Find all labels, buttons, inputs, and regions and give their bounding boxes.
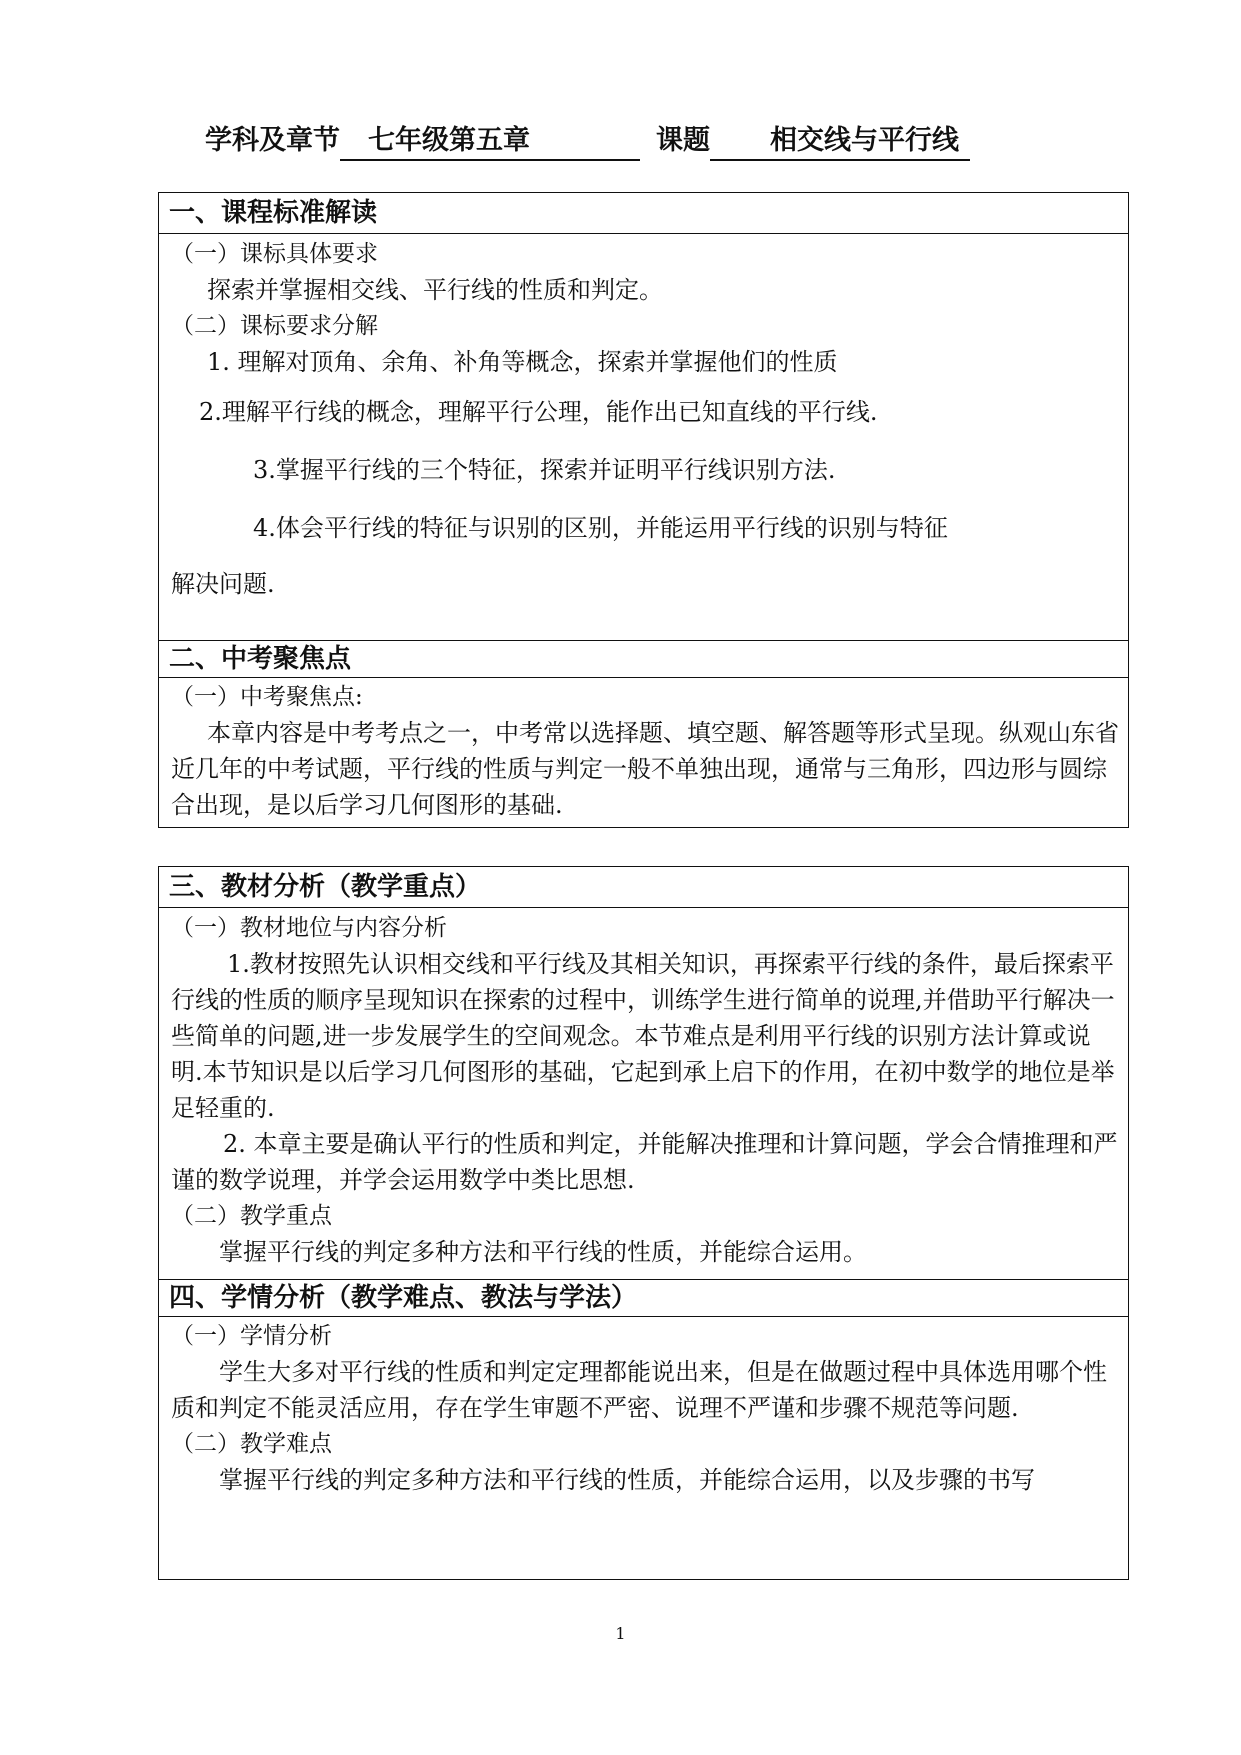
section2-title: 二、中考聚焦点 (159, 640, 1128, 678)
section4-sub1: （一）学情分析 (171, 1323, 332, 1349)
section2-sub1: （一）中考聚焦点: (171, 684, 363, 710)
section4-sub2: （二）教学难点 (171, 1431, 332, 1457)
section3-sub2: （二）教学重点 (171, 1203, 332, 1229)
section1-item2: 2.理解平行线的概念，理解平行公理，能作出已知直线的平行线. (199, 398, 878, 426)
section-table-1 (158, 192, 1129, 828)
section4-para1: 学生大多对平行线的性质和判定定理都能说出来，但是在做题过程中具体选用哪个性质和判定不能灵活应用，存在学生审题不严密、说理不严谨和步骤不规范等问题. (171, 1358, 1107, 1422)
section1-item4: 4.体会平行线的特征与识别的区别，并能运用平行线的识别与特征 (253, 514, 948, 542)
topic-value: 相交线与平行线 (710, 118, 970, 161)
section3-para2: 2. 本章主要是确认平行的性质和判定，并能解决推理和计算问题，学会合情推理和严谨的数学说理，并学会运用数学中类比思想. (171, 1130, 1118, 1194)
section1-sub1: （一）课标具体要求 (171, 241, 378, 267)
section4-para2: 掌握平行线的判定多种方法和平行线的性质，并能综合运用，以及步骤的书写 (219, 1466, 1035, 1494)
section3-para1: 1.教材按照先认识相交线和平行线及其相关知识，再探索平行线的条件，最后探索平行线的性质的顺序呈现知识在探索的过程中，训练学生进行简单的说理,并借助平行解决一些简单的问题,进一步发展学生的空间观念。本节难点是利用平行线的识别方法计算或说明.本节知识是以后学习几何图形的基础，它起到承上启下的作用，在初中数学的地位是举足轻重的. (171, 950, 1115, 1122)
section1-title: 一、课程标准解读 (159, 193, 1128, 234)
section1-item4-cont: 解决问题. (171, 570, 275, 598)
page-header (205, 118, 970, 161)
section3-sub1: （一）教材地位与内容分析 (171, 915, 447, 941)
section1-item1: 1. 理解对顶角、余角、补角等概念，探索并掌握他们的性质 (207, 348, 838, 376)
section2-para: 本章内容是中考考点之一，中考常以选择题、填空题、解答题等形式呈现。纵观山东省近几年的中考试题，平行线的性质与判定一般不单独出现，通常与三角形，四边形与圆综合出现，是以后学习几何图形的基础. (171, 719, 1119, 819)
section1-item3: 3.掌握平行线的三个特征，探索并证明平行线识别方法. (253, 456, 836, 484)
section1-sub1-text: 探索并掌握相交线、平行线的性质和判定。 (207, 276, 663, 304)
section3-para3: 掌握平行线的判定多种方法和平行线的性质，并能综合运用。 (219, 1238, 867, 1266)
subject-value: 七年级第五章 (340, 118, 640, 161)
page-number: 1 (615, 1624, 626, 1643)
section1-sub2: （二）课标要求分解 (171, 313, 378, 339)
section3-title: 三、教材分析（教学重点） (159, 867, 1128, 908)
section-table-2 (158, 866, 1129, 1580)
section4-title: 四、学情分析（教学难点、教法与学法） (159, 1279, 1128, 1317)
subject-label: 学科及章节 (205, 125, 340, 156)
topic-label: 课题 (656, 125, 710, 156)
